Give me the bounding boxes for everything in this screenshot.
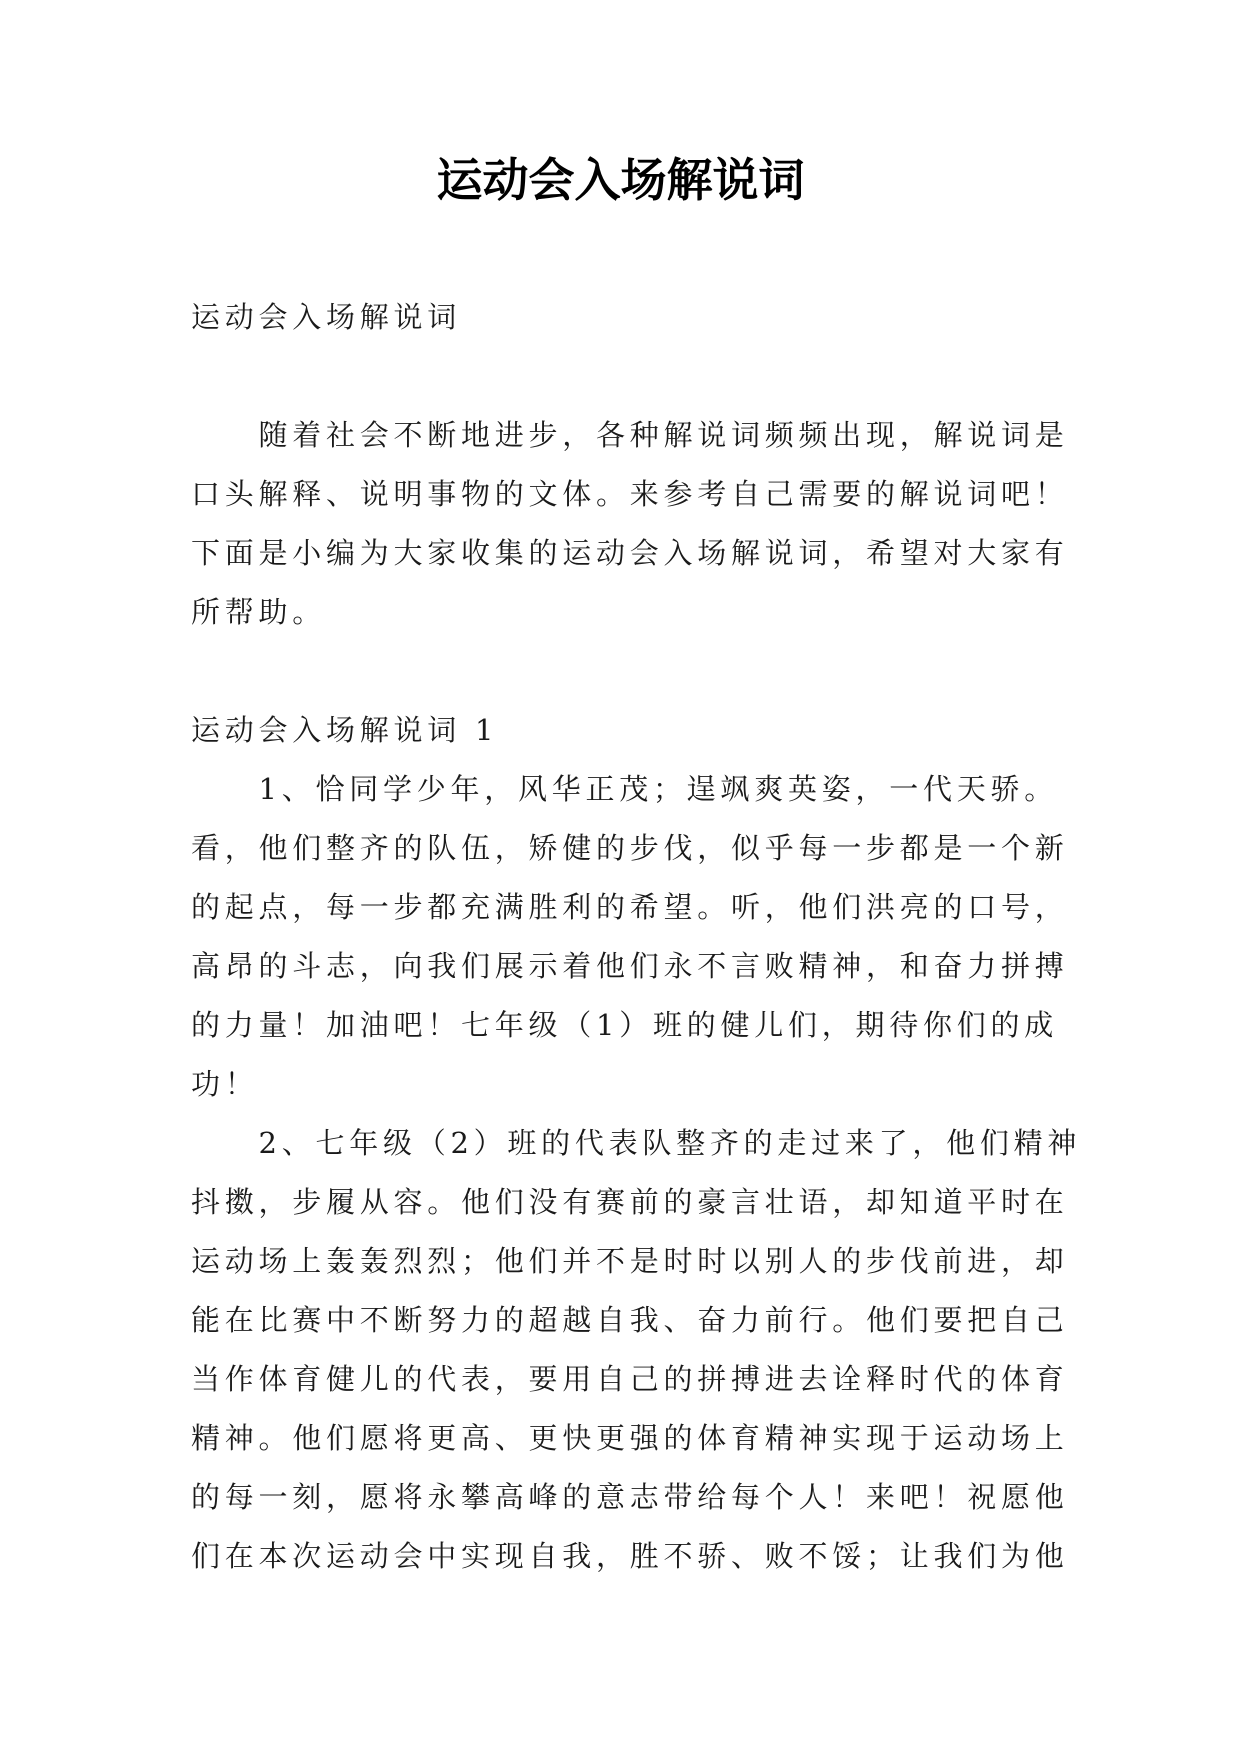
paragraph-spacer — [191, 642, 1151, 701]
subtitle-line: 运动会入场解说词 — [191, 300, 462, 334]
entry-line: 当作体育健儿的代表，要用自己的拼搏进去诠释时代的体育 — [191, 1362, 1069, 1396]
section-heading: 运动会入场解说词 1 — [191, 713, 499, 747]
document-body — [191, 288, 1151, 1586]
intro-line: 随着社会不断地进步，各种解说词频频出现，解说词是 — [258, 418, 1069, 452]
paragraph-spacer — [191, 347, 1151, 406]
entry-line: 看，他们整齐的队伍，矫健的步伐，似乎每一步都是一个新 — [191, 831, 1069, 865]
entry-line: 1、恰同学少年，风华正茂；逞飒爽英姿，一代天骄。 — [258, 772, 1058, 806]
entry-line: 能在比赛中不断努力的超越自我、奋力前行。他们要把自己 — [191, 1303, 1069, 1337]
entry-paragraph — [191, 1114, 1151, 1586]
entry-line: 的起点，每一步都充满胜利的希望。听，他们洪亮的口号， — [191, 890, 1069, 924]
entry-line: 的力量！加油吧！七年级（1）班的健儿们，期待你们的成 — [191, 1008, 1058, 1042]
intro-paragraph — [191, 406, 1151, 642]
entry-line: 2、七年级（2）班的代表队整齐的走过来了，他们精神 — [258, 1126, 1082, 1160]
entry-line: 运动场上轰轰烈烈；他们并不是时时以别人的步伐前进，却 — [191, 1244, 1069, 1278]
entry-line: 们在本次运动会中实现自我，胜不骄、败不馁；让我们为他 — [191, 1539, 1069, 1573]
entry-line: 高昂的斗志，向我们展示着他们永不言败精神，和奋力拼搏 — [191, 949, 1069, 983]
entry-line: 功！ — [191, 1067, 259, 1101]
intro-line: 下面是小编为大家收集的运动会入场解说词，希望对大家有 — [191, 536, 1069, 570]
entry-line: 精神。他们愿将更高、更快更强的体育精神实现于运动场上 — [191, 1421, 1069, 1455]
entry-line: 的每一刻，愿将永攀高峰的意志带给每个人！来吧！祝愿他 — [191, 1480, 1069, 1514]
entry-line: 抖擞，步履从容。他们没有赛前的豪言壮语，却知道平时在 — [191, 1185, 1069, 1219]
intro-line: 口头解释、说明事物的文体。来参考自己需要的解说词吧！ — [191, 477, 1069, 511]
document-title: 运动会入场解说词 — [436, 153, 805, 207]
entry-paragraph — [191, 760, 1151, 1114]
intro-line: 所帮助。 — [191, 595, 327, 629]
